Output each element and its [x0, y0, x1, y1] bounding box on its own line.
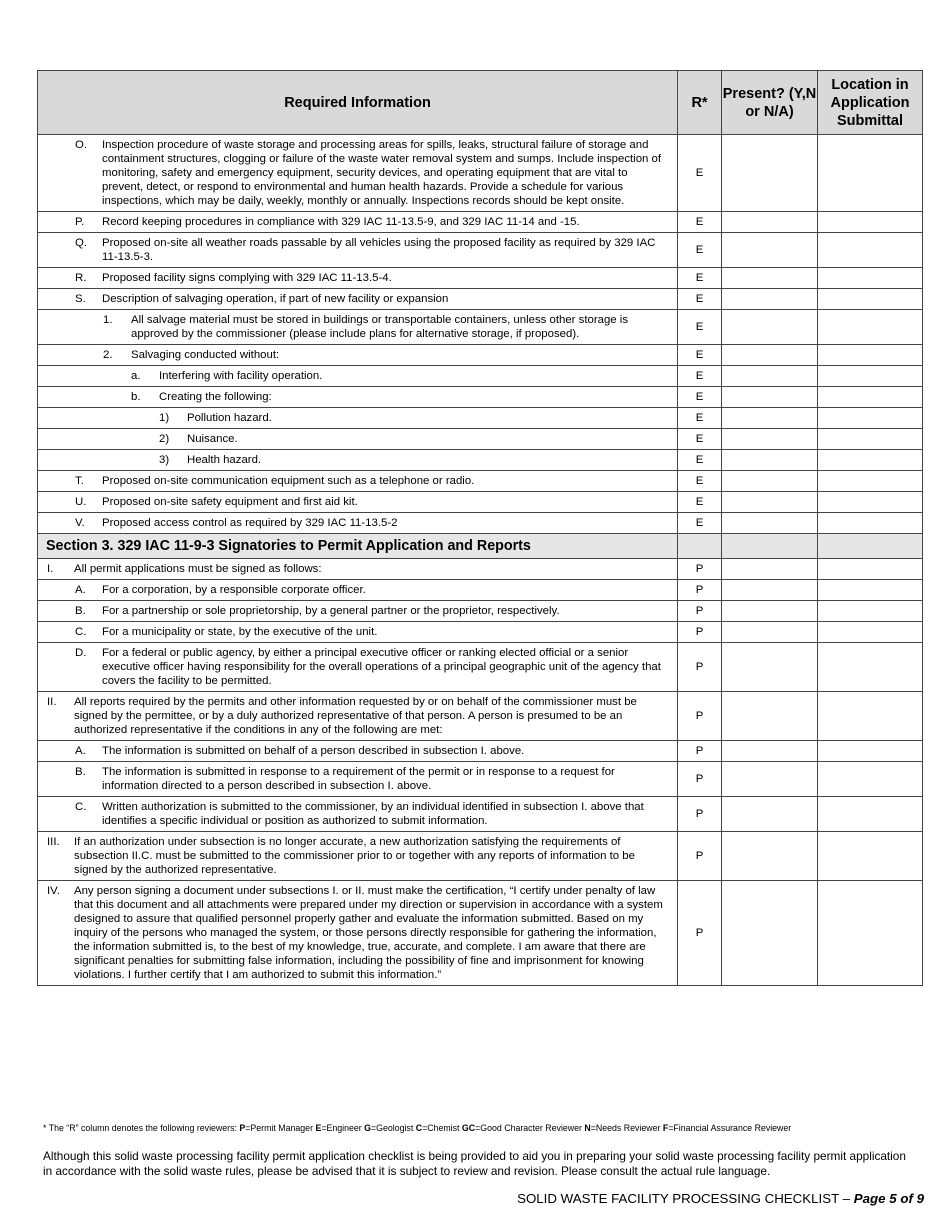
- location-cell[interactable]: [818, 408, 923, 429]
- present-cell[interactable]: [722, 513, 818, 534]
- location-cell[interactable]: [818, 450, 923, 471]
- item-text: If an authorization under subsection is no longer accurate, a new authorization satisfying the requirements of subsection II.C. must be submitted to the commissioner prior to or together with any reports of information to be signed by the authorized representative.: [74, 836, 635, 876]
- present-cell[interactable]: [722, 212, 818, 233]
- present-cell[interactable]: [722, 268, 818, 289]
- present-cell[interactable]: [722, 622, 818, 643]
- location-cell[interactable]: [818, 692, 923, 741]
- footnote-desc: =Good Character Reviewer: [475, 1123, 585, 1133]
- item-label: IV.: [47, 885, 60, 897]
- location-cell[interactable]: [818, 881, 923, 986]
- location-cell[interactable]: [818, 643, 923, 692]
- table-row: [38, 622, 923, 643]
- present-cell[interactable]: [722, 408, 818, 429]
- present-cell[interactable]: [722, 492, 818, 513]
- item-text: Pollution hazard.: [187, 412, 272, 424]
- item-label: III.: [47, 836, 60, 848]
- item-text: For a corporation, by a responsible corporate officer.: [102, 584, 366, 596]
- table-row: [38, 832, 923, 881]
- present-cell[interactable]: [722, 289, 818, 310]
- footnote-code: F: [662, 1123, 669, 1133]
- item-label: P.: [75, 216, 85, 228]
- reviewer-code: P: [678, 559, 722, 580]
- table-row: [38, 268, 923, 289]
- reviewer-code: P: [678, 622, 722, 643]
- location-cell[interactable]: [818, 429, 923, 450]
- table-row: [38, 212, 923, 233]
- table-row: [38, 387, 923, 408]
- reviewer-code: E: [678, 366, 722, 387]
- item-label: U.: [75, 496, 87, 508]
- table-row: [38, 881, 923, 986]
- location-cell[interactable]: [818, 233, 923, 268]
- header-reviewer: R*: [678, 71, 722, 135]
- location-cell[interactable]: [818, 212, 923, 233]
- footnote-desc: =Geologist: [370, 1123, 416, 1133]
- present-cell[interactable]: [722, 580, 818, 601]
- reviewer-code: E: [678, 408, 722, 429]
- reviewer-code: E: [678, 450, 722, 471]
- footnote-code: C: [415, 1123, 423, 1133]
- location-cell[interactable]: [818, 289, 923, 310]
- location-cell[interactable]: [818, 492, 923, 513]
- item-label: 2): [159, 433, 170, 445]
- reviewer-code: E: [678, 268, 722, 289]
- present-cell[interactable]: [722, 559, 818, 580]
- table-row: [38, 559, 923, 580]
- table-row: [38, 345, 923, 366]
- section-title: Section 3. 329 IAC 11-9-3 Signatories to Permit Application and Reports: [38, 534, 678, 559]
- reviewer-code: E: [678, 345, 722, 366]
- reviewer-code: P: [678, 580, 722, 601]
- item-text: The information is submitted on behalf of a person described in subsection I. above.: [102, 745, 525, 757]
- table-row: [38, 492, 923, 513]
- footnote-desc: =Financial Assurance Reviewer: [668, 1123, 792, 1133]
- table-row: [38, 310, 923, 345]
- table-row: [38, 233, 923, 268]
- section-header-row: [38, 534, 923, 559]
- item-text: Proposed on-site safety equipment and first aid kit.: [102, 496, 358, 508]
- table-row: [38, 643, 923, 692]
- item-label: S.: [75, 293, 86, 305]
- footnote-code: P: [239, 1123, 246, 1133]
- table-row: [38, 741, 923, 762]
- table-row: [38, 692, 923, 741]
- footnote-desc: =Chemist: [422, 1123, 462, 1133]
- item-text: Health hazard.: [187, 454, 262, 466]
- footnote-code: GC: [461, 1123, 476, 1133]
- reviewer-code: E: [678, 289, 722, 310]
- reviewer-code: E: [678, 135, 722, 212]
- location-cell[interactable]: [818, 832, 923, 881]
- location-cell[interactable]: [818, 268, 923, 289]
- present-cell[interactable]: [722, 233, 818, 268]
- footnote-intro: * The “R” column denotes the following reviewers:: [43, 1123, 240, 1133]
- location-cell[interactable]: [818, 310, 923, 345]
- item-text: For a federal or public agency, by either a principal executive officer or ranking elected official or a senior executive officer having responsibility for the overall operations of a principal geographic unit of the agency that covers the facility to be permitted.: [102, 647, 661, 687]
- location-cell[interactable]: [818, 797, 923, 832]
- present-cell[interactable]: [722, 797, 818, 832]
- present-cell[interactable]: [722, 135, 818, 212]
- present-cell[interactable]: [722, 471, 818, 492]
- location-cell[interactable]: [818, 580, 923, 601]
- item-text: Nuisance.: [187, 433, 238, 445]
- location-cell[interactable]: [818, 513, 923, 534]
- item-label: 3): [159, 454, 170, 466]
- item-label: O.: [75, 139, 88, 151]
- item-label: A.: [75, 584, 86, 596]
- footnote-desc: =Permit Manager: [245, 1123, 316, 1133]
- item-label: V.: [75, 517, 85, 529]
- reviewer-code: P: [678, 601, 722, 622]
- checklist-table: [37, 70, 923, 986]
- present-cell[interactable]: [722, 387, 818, 408]
- present-cell[interactable]: [722, 429, 818, 450]
- present-cell[interactable]: [722, 741, 818, 762]
- table-row: [38, 580, 923, 601]
- header-location: Location in Application Submittal: [818, 71, 923, 135]
- item-text: Proposed on-site all weather roads passable by all vehicles using the proposed facility as required by 329 IAC 11-13.5-3.: [102, 237, 656, 263]
- present-cell[interactable]: [722, 692, 818, 741]
- item-label: C.: [75, 801, 87, 813]
- location-cell[interactable]: [818, 345, 923, 366]
- item-text: The information is submitted in response to a requirement of the permit or in response to a request for information directed to a person described in subsection I. above.: [102, 766, 615, 792]
- table-row: [38, 601, 923, 622]
- item-text: Any person signing a document under subsections I. or II. must make the certification, “I certify under penalty of law that this document and all attachments were prepared under my direction or supervision in accordance with a system designed to assure that qualified personnel properly gather and evaluate the information submitted. Based on my inquiry of the persons who managed the system, or those persons directly responsible for gathering the information, the information submitted is, to the best of my knowledge, true, accurate, and complete. I am aware that there are significant penalties for submitting false information, including the possibility of fine and imprisonment for knowing violations. I further certify that I am authorized to submit this information.”: [74, 885, 663, 981]
- reviewer-code: E: [678, 492, 722, 513]
- reviewer-code: P: [678, 692, 722, 741]
- present-cell[interactable]: [722, 643, 818, 692]
- item-label: b.: [131, 391, 141, 403]
- reviewer-code: E: [678, 212, 722, 233]
- present-cell[interactable]: [722, 366, 818, 387]
- item-label: B.: [75, 605, 86, 617]
- item-text: Salvaging conducted without:: [131, 349, 280, 361]
- location-cell[interactable]: [818, 622, 923, 643]
- table-row: [38, 408, 923, 429]
- table-row: [38, 135, 923, 212]
- page-footer: [517, 1191, 924, 1206]
- item-label: a.: [131, 370, 141, 382]
- disclaimer-text: Although this solid waste processing facility permit application checklist is being provided to aid you in preparing your solid waste processing facility permit application in accordance with the solid waste rules, please be advised that it is subject to review and revision. Please consult the actual rule language.: [43, 1149, 906, 1178]
- location-cell[interactable]: [818, 135, 923, 212]
- item-text: Proposed on-site communication equipment such as a telephone or radio.: [102, 475, 475, 487]
- reviewer-code: P: [678, 832, 722, 881]
- footnote-code: G: [364, 1123, 371, 1133]
- item-label: 1.: [103, 314, 113, 326]
- item-text: All permit applications must be signed as follows:: [74, 563, 322, 575]
- table-row: [38, 289, 923, 310]
- item-text: For a partnership or sole proprietorship, by a general partner or the proprietor, respectively.: [102, 605, 560, 617]
- location-cell[interactable]: [818, 559, 923, 580]
- reviewer-code: P: [678, 797, 722, 832]
- item-label: T.: [75, 475, 84, 487]
- present-cell[interactable]: [722, 601, 818, 622]
- footnote-code: E: [315, 1123, 322, 1133]
- item-text: For a municipality or state, by the executive of the unit.: [102, 626, 378, 638]
- item-text: All reports required by the permits and other information requested by or on behalf of the commissioner must be signed by the permittee, or by a duly authorized representative of that person. A person is presumed to be an authorized representative if the conditions in any of the following are met:: [74, 696, 637, 736]
- table-row: [38, 762, 923, 797]
- present-cell[interactable]: [722, 345, 818, 366]
- item-text: Interfering with facility operation.: [159, 370, 323, 382]
- present-cell[interactable]: [722, 310, 818, 345]
- item-text: Proposed facility signs complying with 329 IAC 11-13.5-4.: [102, 272, 392, 284]
- item-label: B.: [75, 766, 86, 778]
- item-text: All salvage material must be stored in buildings or transportable containers, unless other storage is approved by the commissioner (please include plans for alternative storage, if proposed).: [131, 314, 629, 340]
- reviewer-footnote: [43, 1123, 923, 1133]
- footnote-desc: =Needs Reviewer: [590, 1123, 663, 1133]
- reviewer-code: E: [678, 471, 722, 492]
- item-text: Creating the following:: [159, 391, 272, 403]
- location-cell[interactable]: [818, 741, 923, 762]
- item-label: 2.: [103, 349, 113, 361]
- reviewer-code: E: [678, 233, 722, 268]
- reviewer-code: P: [678, 762, 722, 797]
- location-cell[interactable]: [818, 471, 923, 492]
- footnote-desc: =Engineer: [321, 1123, 365, 1133]
- present-cell[interactable]: [722, 762, 818, 797]
- item-label: C.: [75, 626, 87, 638]
- item-label: II.: [47, 696, 57, 708]
- table-row: [38, 429, 923, 450]
- table-header-row: [38, 71, 923, 135]
- location-cell[interactable]: [818, 366, 923, 387]
- reviewer-code: E: [678, 429, 722, 450]
- item-label: D.: [75, 647, 87, 659]
- reviewer-code: P: [678, 741, 722, 762]
- footer-title: SOLID WASTE FACILITY PROCESSING CHECKLIST –: [517, 1191, 854, 1206]
- item-text: Inspection procedure of waste storage and processing areas for spills, leaks, structural failure of storage and containment structures, clogging or failure of the waste water removal system and sumps. Include inspection of monitoring, safety and emergency equipment, security devices, and operating equipment that are vital to prevent, detect, or respond to environmental and human health hazards. Provide a schedule for various inspections, which may be daily, weekly, monthly or annually. Inspections records should be kept onsite.: [102, 139, 662, 207]
- header-present: Present? (Y,N or N/A): [722, 71, 818, 135]
- footnote-code: N: [584, 1123, 591, 1133]
- header-required-information: Required Information: [38, 71, 678, 135]
- item-label: R.: [75, 272, 87, 284]
- reviewer-code: E: [678, 310, 722, 345]
- location-cell[interactable]: [818, 601, 923, 622]
- present-cell[interactable]: [722, 881, 818, 986]
- item-label: I.: [47, 563, 54, 575]
- table-row: [38, 366, 923, 387]
- item-text: Proposed access control as required by 329 IAC 11-13.5-2: [102, 517, 398, 529]
- location-cell[interactable]: [818, 387, 923, 408]
- table-row: [38, 450, 923, 471]
- reviewer-code: E: [678, 513, 722, 534]
- table-row: [38, 797, 923, 832]
- item-label: Q.: [75, 237, 88, 249]
- table-row: [38, 513, 923, 534]
- item-label: A.: [75, 745, 86, 757]
- reviewer-code: P: [678, 643, 722, 692]
- reviewer-code: P: [678, 881, 722, 986]
- item-text: Written authorization is submitted to the commissioner, by an individual identified in subsection I. above that identifies a specific individual or position as authorized to submit information.: [102, 801, 644, 827]
- present-cell[interactable]: [722, 450, 818, 471]
- page-number: Page 5 of 9: [853, 1191, 924, 1206]
- location-cell[interactable]: [818, 762, 923, 797]
- item-text: Record keeping procedures in compliance with 329 IAC 11-13.5-9, and 329 IAC 11-14 and -15.: [102, 216, 580, 228]
- present-cell[interactable]: [722, 832, 818, 881]
- table-row: [38, 471, 923, 492]
- item-text: Description of salvaging operation, if part of new facility or expansion: [102, 293, 449, 305]
- item-label: 1): [159, 412, 170, 424]
- reviewer-code: E: [678, 387, 722, 408]
